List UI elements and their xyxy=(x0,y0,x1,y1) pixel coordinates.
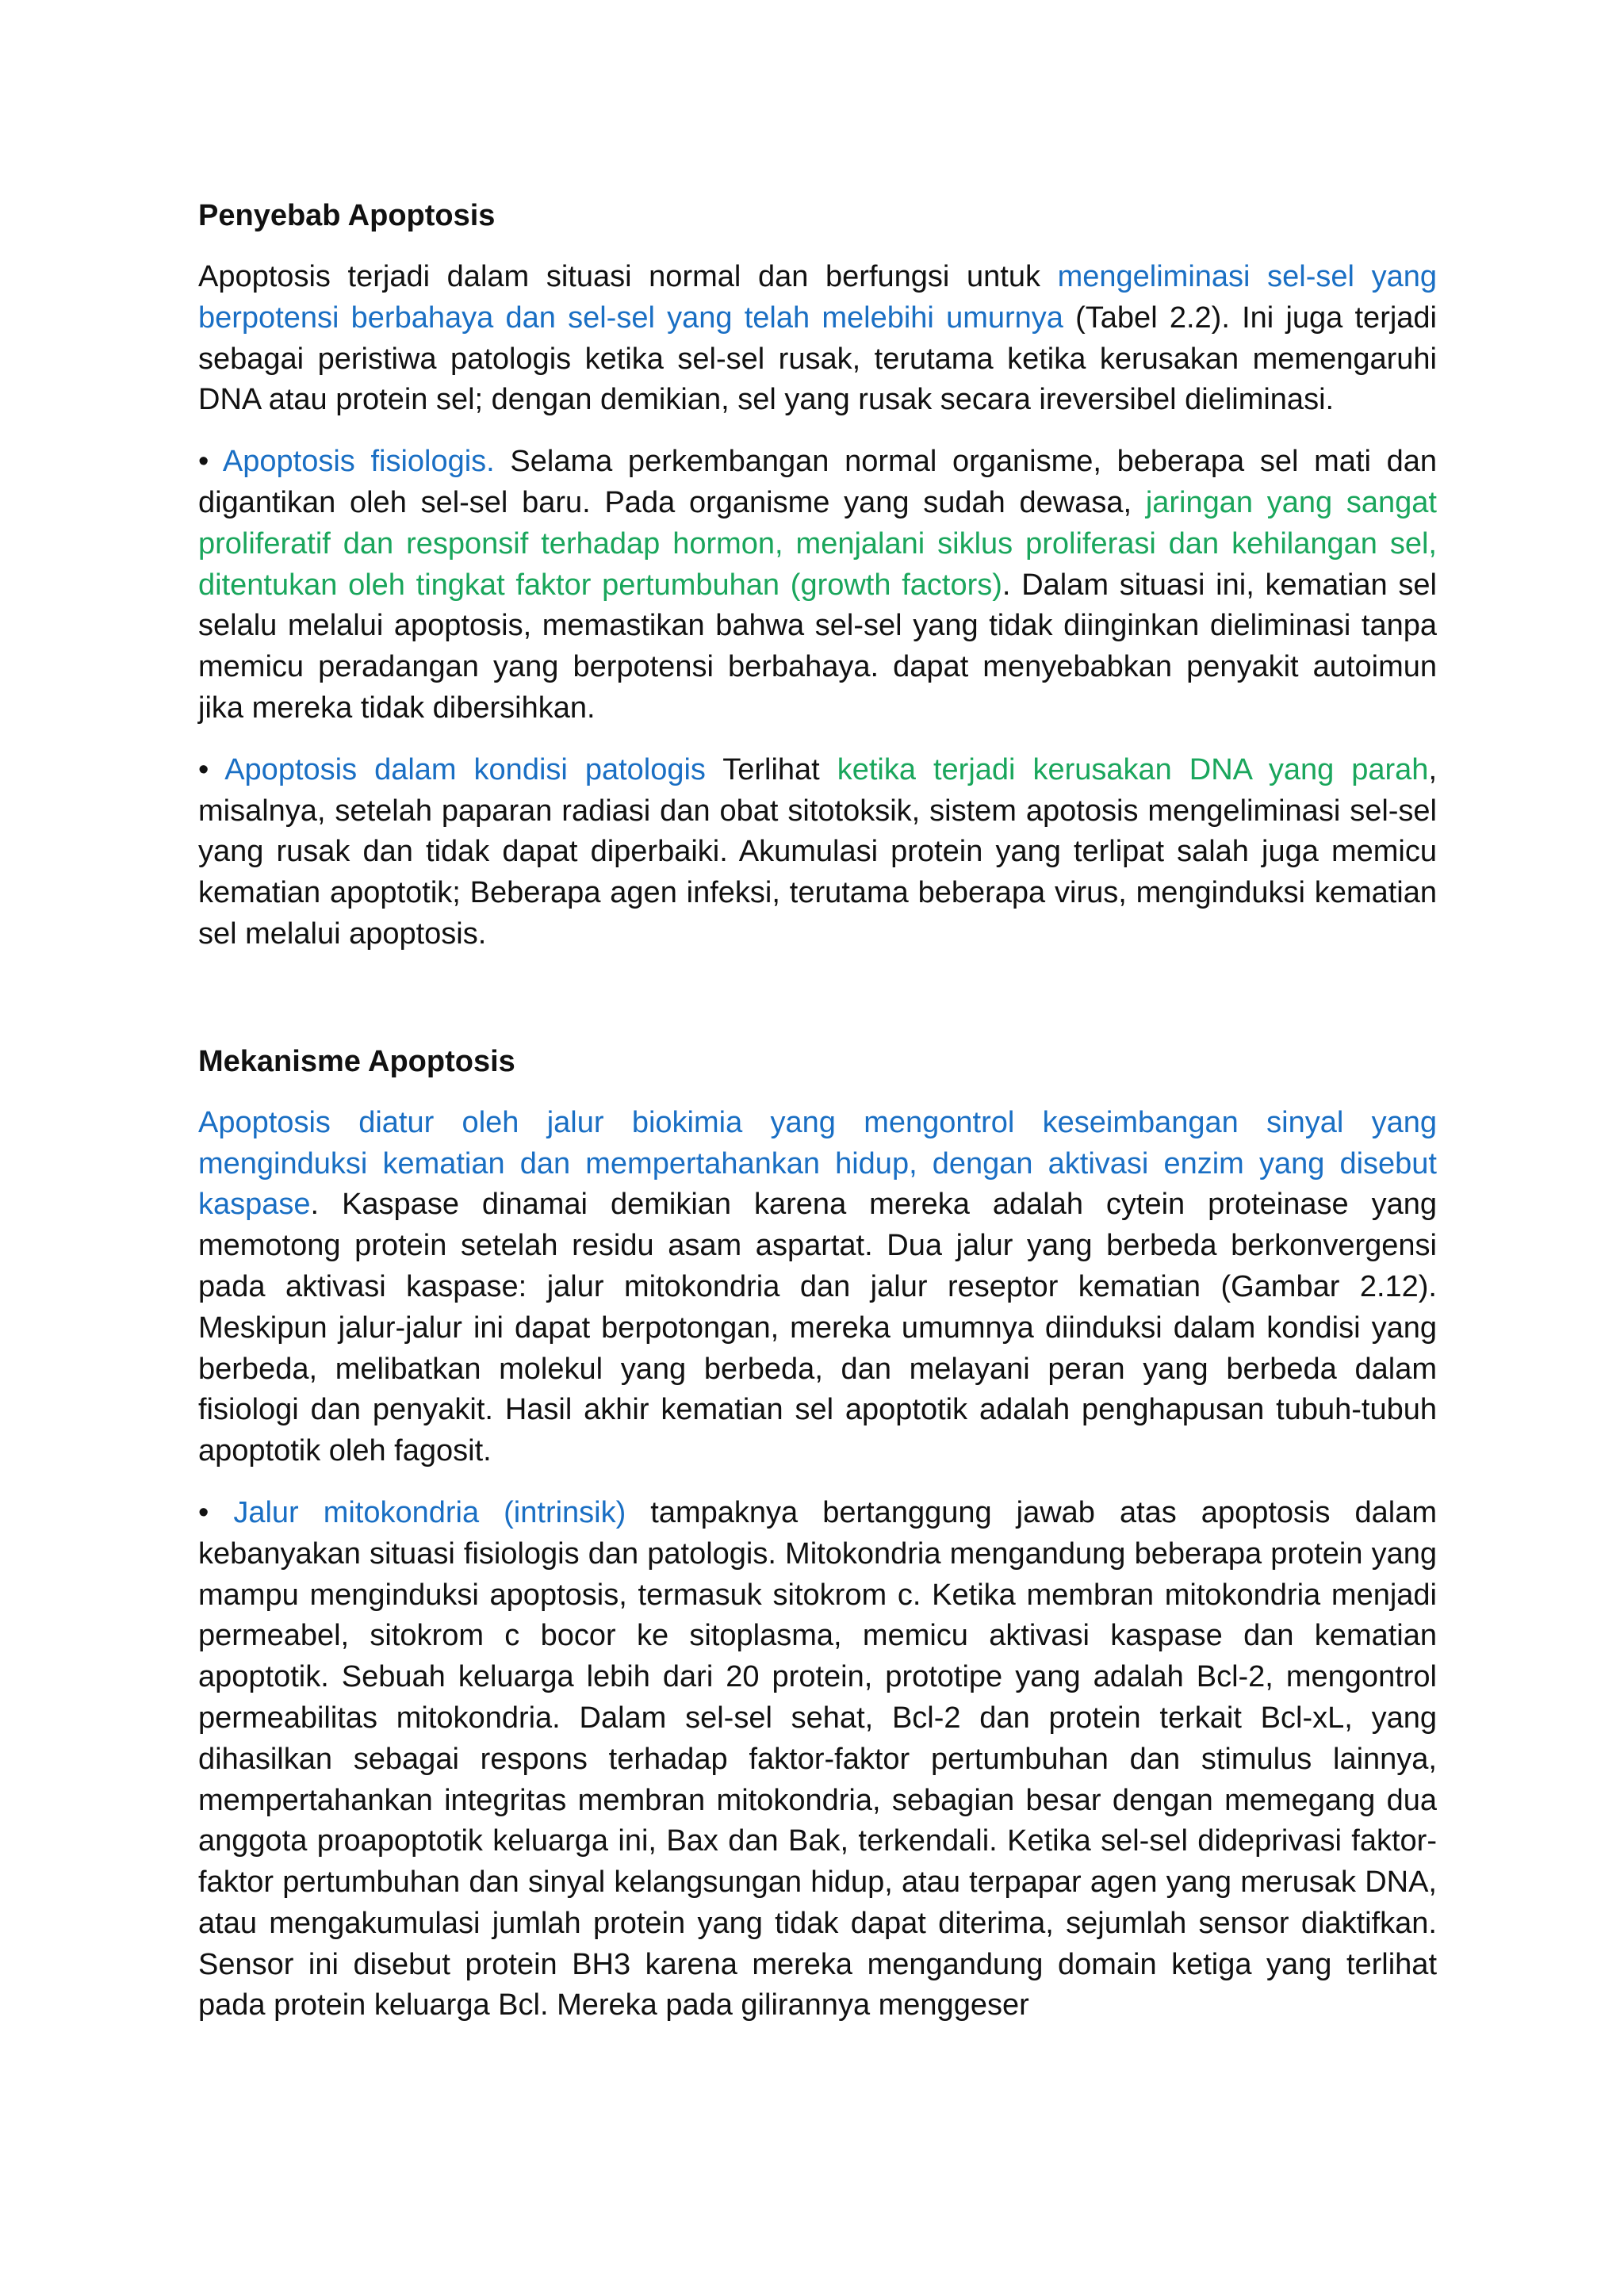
highlight-blue: Apoptosis fisiologis. xyxy=(222,445,495,479)
text-run: , misalnya, setelah paparan radiasi dan obat sitotoksik, sistem apotosis mengeliminasi sel-sel yang rusak dan tidak dapat diperbaiki. Akumulasi protein yang terlipat salah juga memicu kematian apoptotik; Beberapa agen infeksi, terutama beberapa virus, menginduksi kematian sel melalui apoptosis. xyxy=(198,752,1438,951)
bullet-apoptosis-patologis xyxy=(198,750,1437,955)
highlight-green: jaringan yang sangat proliferatif dan responsif terhadap hormon, menjalani siklus proliferasi dan kehilangan sel, ditentukan oleh tingkat faktor pertumbuhan (growth factors) xyxy=(198,485,1437,602)
bullet-apoptosis-fisiologis xyxy=(198,442,1437,729)
highlight-green: ketika terjadi kerusakan DNA yang parah xyxy=(837,752,1429,786)
bullet-jalur-mitokondria xyxy=(198,1493,1437,2026)
text-run: Terlihat xyxy=(705,752,837,786)
text-run: . Dalam situasi ini, kematian sel selalu melalui apoptosis, memastikan bahwa sel-sel yang tidak diinginkan dieliminasi tanpa memicu peradangan yang berpotensi berbahaya. dapat menyebabkan penyakit autoimun jika mereka tidak dibersihkan. xyxy=(198,568,1437,725)
text-run: . Kaspase dinamai demikian karena mereka adalah cytein proteinase yang memotong protein setelah residu asam aspartat. Dua jalur yang berbeda berkonvergensi pada aktivasi kaspase: jalur mitokondria dan jalur reseptor kematian (Gambar 2.12). Meskipun jalur-jalur ini dapat berpotongan, mereka umumnya diinduksi dalam kondisi yang berbeda, melibatkan molekul yang berbeda, dan melayani peran yang berbeda dalam fisiologi dan penyakit. Hasil akhir kematian sel apoptotik adalah penghapusan tubuh-tubuh apoptotik oleh fagosit. xyxy=(198,1188,1437,1468)
text-run: Apoptosis terjadi dalam situasi normal dan berfungsi untuk xyxy=(198,260,1058,293)
document-page xyxy=(198,195,1437,2047)
highlight-blue: Apoptosis dalam kondisi patologis xyxy=(224,752,706,786)
section-heading-penyebab: Penyebab Apoptosis xyxy=(198,199,496,232)
text-run: Selama perkembangan normal organisme, beberapa sel mati dan digantikan oleh sel-sel baru. Pada organisme yang sudah dewasa, xyxy=(198,445,1437,519)
text-run: tampaknya bertanggung jawab atas apoptosis dalam kebanyakan situasi fisiologis dan patologis. Mitokondria mengandung beberapa protein yang mampu menginduksi apoptosis, termasuk sitokrom c. Ketika membran mitokondria menjadi permeabel, sitokrom c bocor ke sitoplasma, memicu aktivasi kaspase dan kematian apoptotik. Sebuah keluarga lebih dari 20 protein, prototipe yang adalah Bcl-2, mengontrol permeabilitas mitokondria. Dalam sel-sel sehat, Bcl-2 dan protein terkait Bcl-xL, yang dihasilkan sebagai respons terhadap faktor-faktor pertumbuhan dan stimulus lainnya, mempertahankan integritas membran mitokondria, sebagian besar dengan memegang dua anggota proapoptotik keluarga ini, Bax dan Bak, terkendali. Ketika sel-sel dideprivasi faktor-faktor pertumbuhan dan sinyal kelangsungan hidup, atau terpapar agen yang merusak DNA, atau mengakumulasi jumlah protein yang tidak dapat diterima, sejumlah sensor diaktifkan. Sensor ini disebut protein BH3 karena mereka mengandung domain ketiga yang terlihat pada protein keluarga Bcl. Mereka pada gilirannya menggeser xyxy=(198,1495,1437,2022)
bullet-marker: • xyxy=(198,1495,234,1529)
paragraph-intro xyxy=(198,257,1437,421)
highlight-blue: Jalur mitokondria (intrinsik) xyxy=(233,1495,626,1529)
paragraph-mekanisme xyxy=(198,1103,1437,1472)
highlight-blue: Apoptosis diatur oleh jalur biokimia yang mengontrol keseimbangan sinyal yang menginduksi kematian dan mempertahankan hidup, dengan aktivasi enzim yang disebut kaspase xyxy=(198,1105,1437,1222)
text-run: (Tabel 2.2). Ini juga terjadi sebagai peristiwa patologis ketika sel-sel rusak, terutama ketika kerusakan memengaruhi DNA atau protein sel; dengan demikian, sel yang rusak secara ireversibel dieliminasi. xyxy=(198,300,1437,417)
section-heading-mekanisme: Mekanisme Apoptosis xyxy=(198,1044,515,1078)
highlight-blue: mengeliminasi sel-sel yang berpotensi berbahaya dan sel-sel yang telah melebihi umurnya xyxy=(198,260,1437,335)
bullet-marker: • xyxy=(198,752,225,786)
bullet-marker: • xyxy=(198,445,223,479)
